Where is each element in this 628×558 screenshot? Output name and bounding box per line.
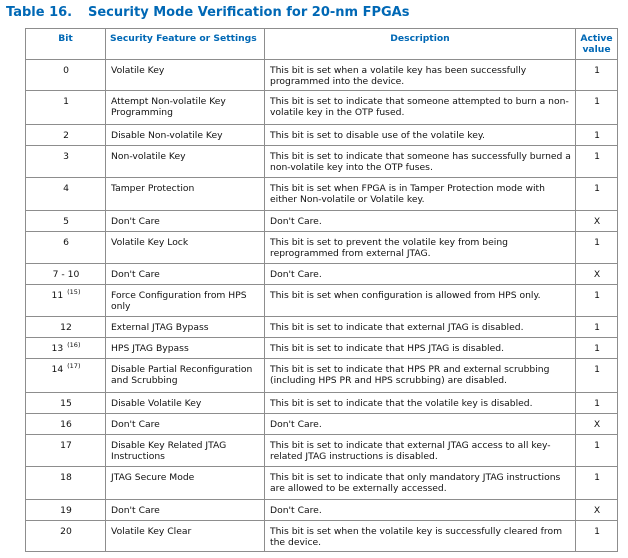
active-value-cell: 1	[576, 521, 618, 552]
feature-cell: Don't Care	[106, 414, 265, 435]
description-cell: This bit is set when FPGA is in Tamper Protection mode with either Non-volatile or Volatile key.	[265, 178, 576, 211]
table-title: Security Mode Verification for 20-nm FPGAs	[88, 5, 410, 20]
table-row	[26, 338, 618, 359]
active-value-cell: 1	[576, 125, 618, 146]
feature-cell: Don't Care	[106, 211, 265, 232]
bit-cell	[26, 232, 106, 264]
bit-number: 2	[63, 130, 69, 141]
bit-number: 11	[51, 290, 64, 301]
footnote-reference: (17)	[67, 362, 81, 370]
column-header-description: Description	[265, 29, 576, 60]
description-cell: This bit is set to indicate that someone attempted to burn a non-volatile key in the OTP fused.	[265, 91, 576, 125]
bit-number: 0	[63, 65, 69, 76]
column-header-feature: Security Feature or Settings	[106, 29, 265, 60]
table-row	[26, 125, 618, 146]
table-row	[26, 264, 618, 285]
active-value-cell: 1	[576, 393, 618, 414]
bit-number: 13	[51, 343, 64, 354]
bit-cell	[26, 317, 106, 338]
feature-cell: Non-volatile Key	[106, 146, 265, 178]
bit-cell	[26, 146, 106, 178]
bit-cell	[26, 338, 106, 359]
active-value-cell: 1	[576, 317, 618, 338]
bit-number: 20	[60, 526, 72, 537]
security-mode-table	[25, 28, 618, 552]
footnote-reference: (16)	[67, 341, 81, 349]
active-value-cell: X	[576, 414, 618, 435]
table-number: Table 16.	[6, 5, 73, 20]
table-row	[26, 232, 618, 264]
feature-cell: Disable Partial Reconfiguration and Scrubbing	[106, 359, 265, 393]
bit-number: 7 - 10	[52, 269, 80, 280]
bit-cell	[26, 60, 106, 91]
feature-cell: HPS JTAG Bypass	[106, 338, 265, 359]
bit-cell	[26, 467, 106, 500]
feature-cell: Volatile Key Lock	[106, 232, 265, 264]
bit-number: 18	[60, 472, 72, 483]
active-value-cell: X	[576, 264, 618, 285]
table-row	[26, 146, 618, 178]
feature-cell: Attempt Non-volatile Key Programming	[106, 91, 265, 125]
table-row	[26, 500, 618, 521]
table-row	[26, 435, 618, 467]
feature-cell: JTAG Secure Mode	[106, 467, 265, 500]
bit-cell	[26, 125, 106, 146]
description-cell: This bit is set to indicate that someone has successfully burned a non-volatile key into the OTP fuses.	[265, 146, 576, 178]
bit-cell	[26, 285, 106, 317]
description-cell: This bit is set to indicate that external JTAG access to all key-related JTAG instructions is disabled.	[265, 435, 576, 467]
bit-number: 6	[63, 237, 69, 248]
description-cell: This bit is set to indicate that only mandatory JTAG instructions are allowed to be externally accessed.	[265, 467, 576, 500]
description-cell: Don't Care.	[265, 264, 576, 285]
bit-cell	[26, 178, 106, 211]
active-value-cell: X	[576, 500, 618, 521]
description-cell: Don't Care.	[265, 211, 576, 232]
active-value-cell: 1	[576, 146, 618, 178]
table-row	[26, 467, 618, 500]
bit-cell	[26, 393, 106, 414]
feature-cell: Disable Key Related JTAG Instructions	[106, 435, 265, 467]
table-row	[26, 359, 618, 393]
bit-cell	[26, 414, 106, 435]
description-cell: This bit is set to indicate that external JTAG is disabled.	[265, 317, 576, 338]
bit-number: 19	[60, 505, 72, 516]
description-cell: This bit is set when a volatile key has been successfully programmed into the device.	[265, 60, 576, 91]
feature-cell: Force Configuration from HPS only	[106, 285, 265, 317]
column-header-active-value: Active value	[576, 29, 618, 60]
description-cell: This bit is set when configuration is allowed from HPS only.	[265, 285, 576, 317]
bit-cell	[26, 359, 106, 393]
table-row	[26, 91, 618, 125]
footnote-reference: (15)	[67, 288, 81, 296]
table-row	[26, 521, 618, 552]
active-value-cell: 1	[576, 359, 618, 393]
bit-number: 16	[60, 419, 72, 430]
active-value-cell: 1	[576, 435, 618, 467]
description-cell: This bit is set to prevent the volatile key from being reprogrammed from external JTAG.	[265, 232, 576, 264]
active-value-cell: 1	[576, 285, 618, 317]
table-row	[26, 393, 618, 414]
bit-number: 12	[60, 322, 72, 333]
bit-number: 4	[63, 183, 69, 194]
bit-cell	[26, 91, 106, 125]
feature-cell: Disable Non-volatile Key	[106, 125, 265, 146]
feature-cell: Volatile Key Clear	[106, 521, 265, 552]
feature-cell: Disable Volatile Key	[106, 393, 265, 414]
feature-cell: Tamper Protection	[106, 178, 265, 211]
table-caption	[6, 5, 409, 23]
description-cell: Don't Care.	[265, 500, 576, 521]
table-row	[26, 60, 618, 91]
active-value-cell: 1	[576, 91, 618, 125]
bit-cell	[26, 211, 106, 232]
active-value-cell: 1	[576, 60, 618, 91]
description-cell: Don't Care.	[265, 414, 576, 435]
table-row	[26, 178, 618, 211]
active-value-cell: 1	[576, 178, 618, 211]
table-row	[26, 414, 618, 435]
active-value-cell: 1	[576, 467, 618, 500]
description-cell: This bit is set to indicate that HPS PR and external scrubbing (including HPS PR and HPS scrubbing) are disabled.	[265, 359, 576, 393]
bit-number: 5	[63, 216, 69, 227]
feature-cell: Don't Care	[106, 264, 265, 285]
bit-cell	[26, 435, 106, 467]
feature-cell: Volatile Key	[106, 60, 265, 91]
bit-cell	[26, 264, 106, 285]
table-row	[26, 317, 618, 338]
bit-number: 17	[60, 440, 72, 451]
active-value-cell: 1	[576, 232, 618, 264]
bit-number: 1	[63, 96, 69, 107]
bit-number: 14	[51, 364, 64, 375]
active-value-cell: X	[576, 211, 618, 232]
header-row	[26, 29, 618, 60]
active-value-cell: 1	[576, 338, 618, 359]
feature-cell: Don't Care	[106, 500, 265, 521]
description-cell: This bit is set to disable use of the volatile key.	[265, 125, 576, 146]
bit-cell	[26, 521, 106, 552]
feature-cell: External JTAG Bypass	[106, 317, 265, 338]
table-row	[26, 285, 618, 317]
description-cell: This bit is set to indicate that HPS JTAG is disabled.	[265, 338, 576, 359]
bit-number: 15	[60, 398, 72, 409]
column-header-bit: Bit	[26, 29, 106, 60]
description-cell: This bit is set when the volatile key is successfully cleared from the device.	[265, 521, 576, 552]
table-row	[26, 211, 618, 232]
bit-number: 3	[63, 151, 69, 162]
bit-cell	[26, 500, 106, 521]
description-cell: This bit is set to indicate that the volatile key is disabled.	[265, 393, 576, 414]
